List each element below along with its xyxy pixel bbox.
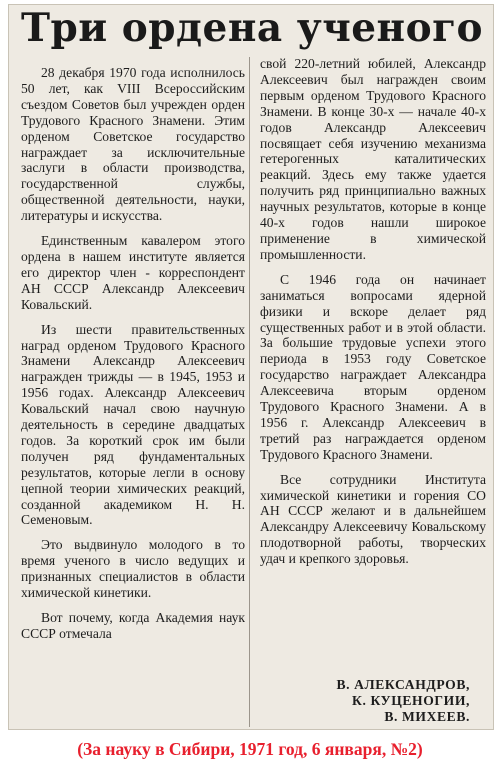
paragraph: Все сотрудники Института химической кинетики и горения СО АН СССР желают и в дальнейшем Александру Алексеевичу Ковальскому плодотворной работы, творческих удач и крепкого здоровья. [260,471,486,567]
paragraph: свой 220-летний юбилей, Александр Алексеевич был награжден своим первым орденом Трудового Красного Знамени. В конце 30-х — начале 40-х годов Александр Алексеевич посвящает себя изучению механизма гетерогенных каталитических реакций. Здесь ему также удается получить ряд принципиально важных научных результатов, которые в конце 40-х годов нашли широкое применение в химической промышленности. [260,56,486,262]
article-headline: Три ордена ученого [20,5,484,51]
paragraph: 28 декабря 1970 года исполнилось 50 лет, как VIII Всероссийским съездом Советов был учрежден орден Трудового Красного Знамени. Этим орденом Советское государство награждает за исключительные заслуги в области производства, государственной службы, общественной деятельности, науки, литературы и искусства. [21,65,245,224]
paragraph: Единственным кавалером этого ордена в нашем институте является его директор член - корреспондент АН СССР Александр Алексеевич Ковальский. [21,233,245,312]
newspaper-clipping [8,4,494,730]
paragraph: Вот почему, когда Академия наук СССР отмечала [21,610,245,641]
right-column [260,56,486,576]
signature-line: В. МИХЕЕВ. [384,709,470,724]
signature-line: В. АЛЕКСАНДРОВ, [336,677,470,692]
signature-line: К. КУЦЕНОГИИ, [352,693,470,708]
column-divider [249,57,250,727]
left-column [21,65,245,651]
source-caption: (За науку в Сибири, 1971 год, 6 января, №2) [77,739,423,759]
paragraph: С 1946 года он начинает заниматься вопросами ядерной физики и вскоре делает ряд существенных работ и в этой области. За большие трудовые успехи этого периода в 1953 году Советское государство награждает Александра Алексеевича вторым орденом Трудового Красного Знамени. А в 1956 г. Александр Алексеевич в третий раз награждается орденом Трудового Красного Знамени. [260,271,486,462]
paragraph: Это выдвинуло молодого в то время ученого в число ведущих и признанных специалистов в области химической кинетики. [21,537,245,601]
signatures [260,677,470,725]
paragraph: Из шести правительственных наград орденом Трудового Красного Знамени Александр Алексеевич награжден трижды — в 1945, 1953 и 1956 годах. Александр Алексеевич Ковальский начал свою научную деятельность в середине двадцатых годов. За короткий срок им были получен ряд фундаментальных результатов, которые легли в основу цепной теории химических реакций, созданной академиком Н. Н. Семеновым. [21,321,245,528]
